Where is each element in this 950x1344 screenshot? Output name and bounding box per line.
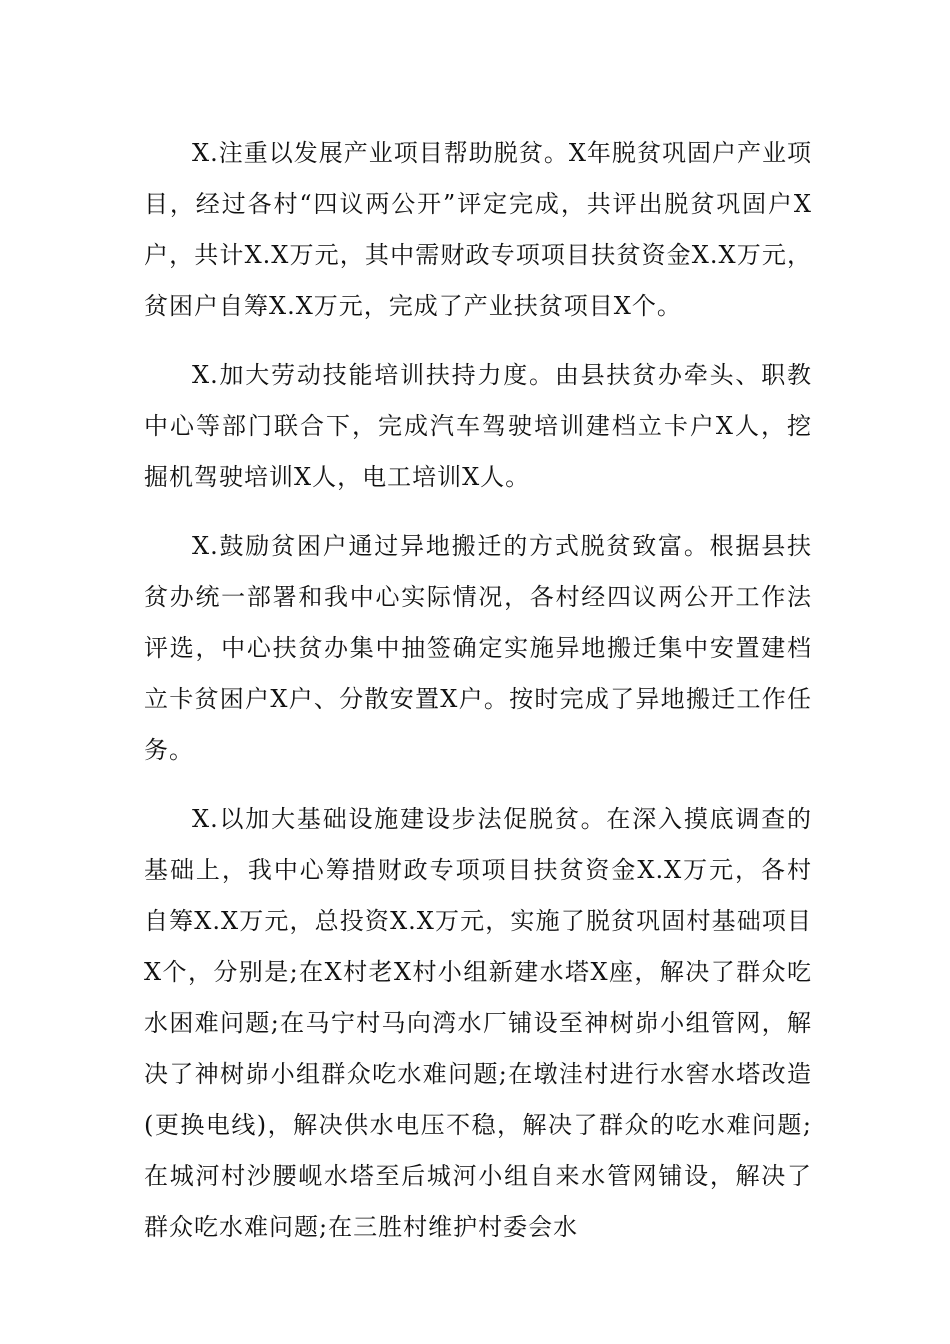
paragraph-industry-projects: X.注重以发展产业项目帮助脱贫。X年脱贫巩固户产业项目，经过各村“四议两公开”评定完成，共评出脱贫巩固户X户，共计X.X万元，其中需财政专项项目扶贫资金X.X万元，贫困户自筹X.X万元，完成了产业扶贫项目X个。 bbox=[144, 139, 812, 320]
document-body bbox=[144, 128, 812, 1271]
paragraph-skills-training: X.加大劳动技能培训扶持力度。由县扶贫办牵头、职教中心等部门联合下，完成汽车驾驶培训建档立卡户X人，挖掘机驾驶培训X人，电工培训X人。 bbox=[144, 361, 812, 491]
paragraph-relocation: X.鼓励贫困户通过异地搬迁的方式脱贫致富。根据县扶贫办统一部署和我中心实际情况，各村经四议两公开工作法评选，中心扶贫办集中抽签确定实施异地搬迁集中安置建档立卡贫困户X户、分散安置X户。按时完成了异地搬迁工作任务。 bbox=[144, 532, 812, 764]
paragraph-infrastructure: X.以加大基础设施建设步法促脱贫。在深入摸底调查的基础上，我中心筹措财政专项项目扶贫资金X.X万元，各村自筹X.X万元，总投资X.X万元，实施了脱贫巩固村基础项目X个，分别是;在X村老X村小组新建水塔X座，解决了群众吃水困难问题;在马宁村马向湾水厂铺设至神树峁小组管网，解决了神树峁小组群众吃水难问题;在墩洼村进行水窖水塔改造(更换电线)，解决供水电压不稳，解决了群众的吃水难问题;在城河村沙腰岘水塔至后城河小组自来水管网铺设，解决了群众吃水难问题;在三胜村维护村委会水 bbox=[144, 805, 812, 1241]
